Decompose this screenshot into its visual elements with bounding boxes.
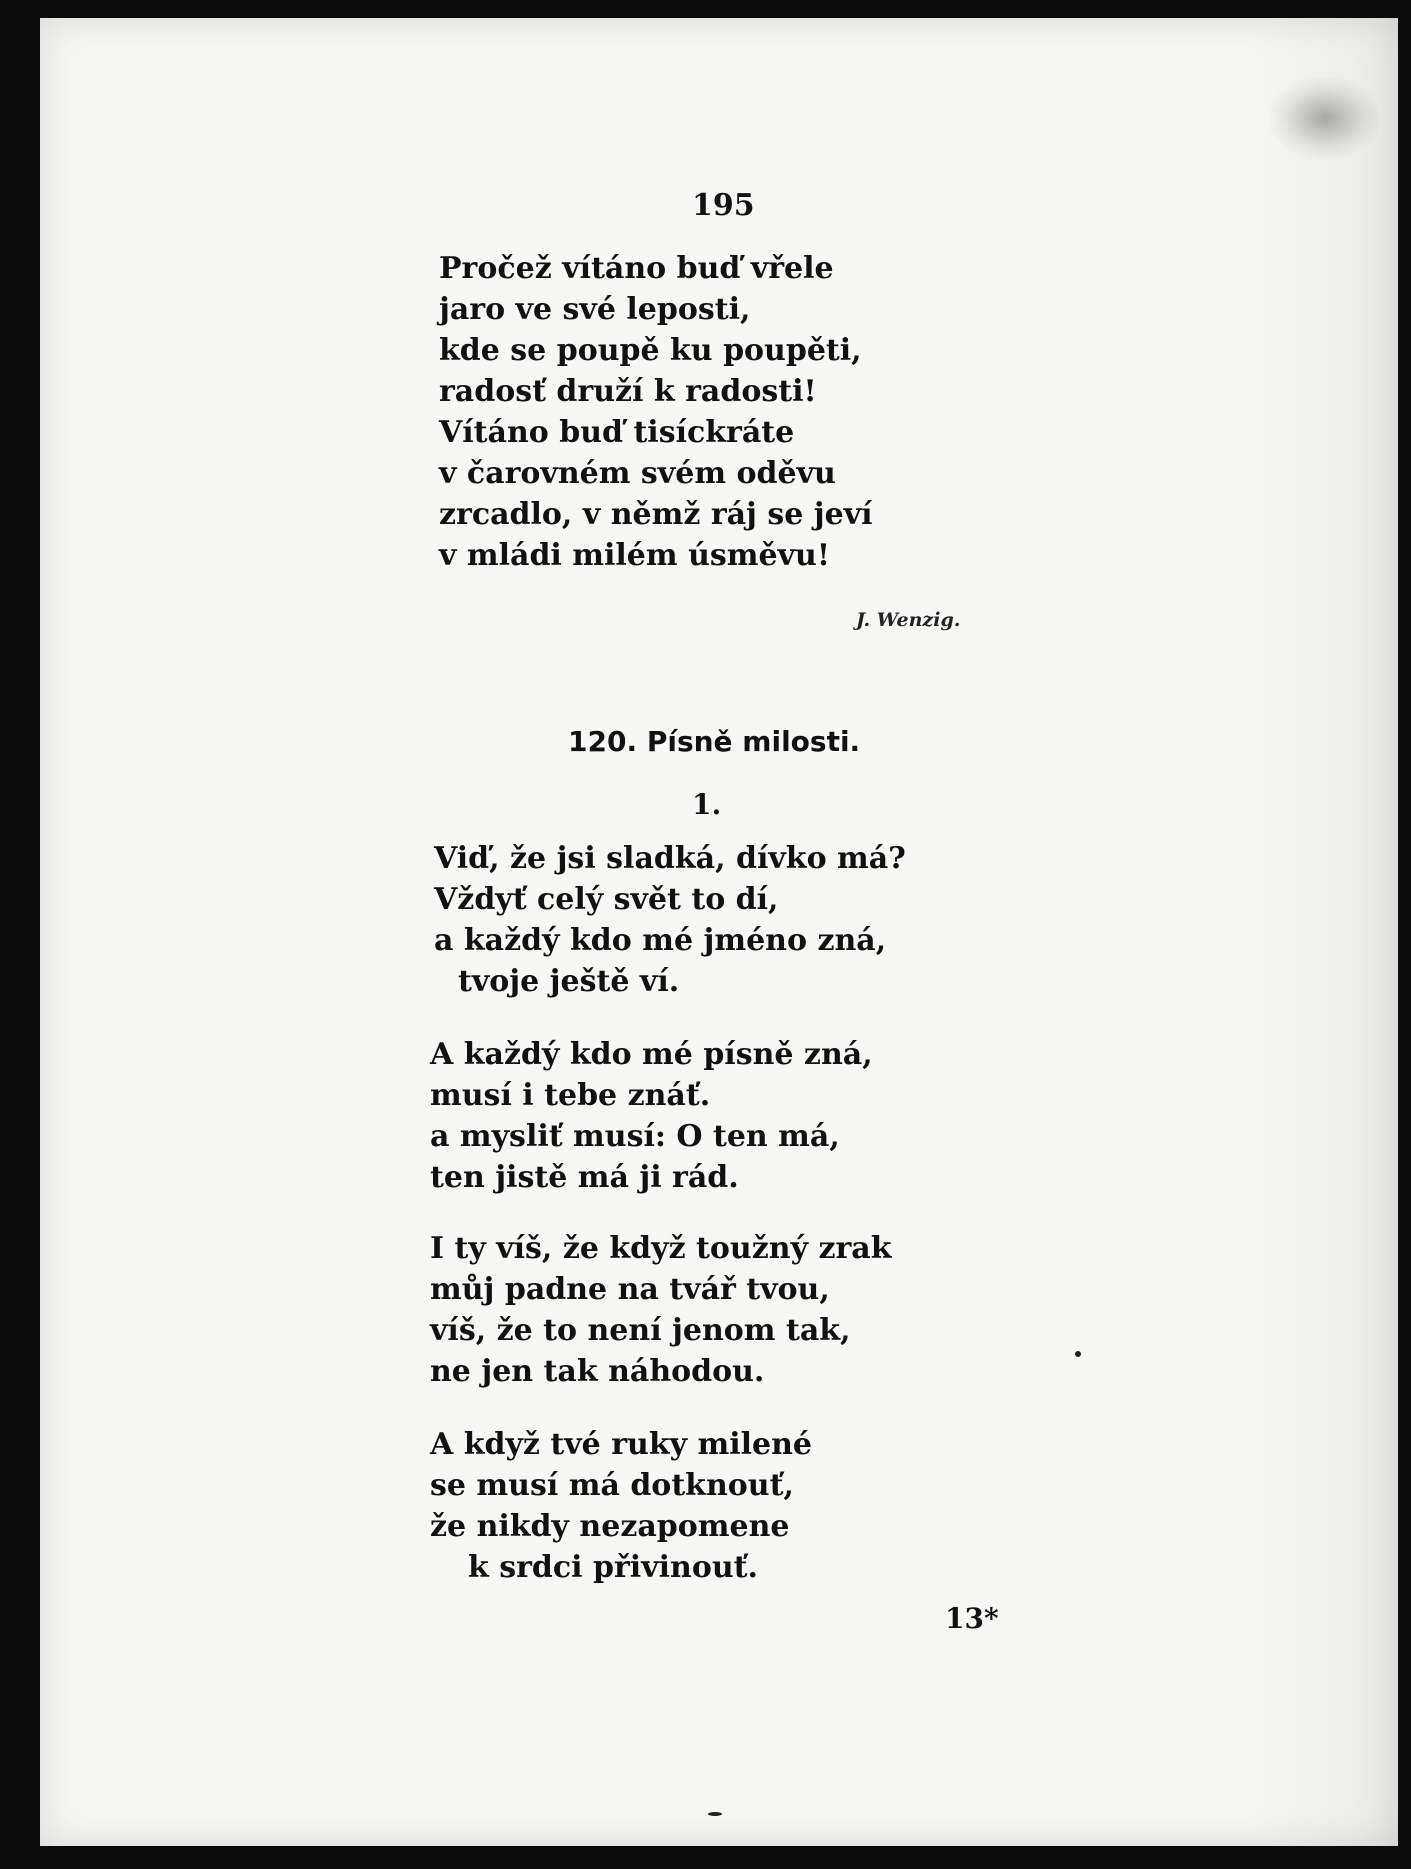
verse-line: víš, že to není jenom tak, bbox=[430, 1313, 851, 1348]
verse-line: A každý kdo mé písně zná, bbox=[430, 1037, 873, 1072]
verse-line: zrcadlo, v němž ráj se jeví bbox=[439, 497, 873, 532]
verse-line: se musí má dotknouť, bbox=[430, 1468, 794, 1503]
author-attribution: J. Wenzig. bbox=[856, 609, 961, 631]
verse-line: ten jistě má ji rád. bbox=[430, 1160, 739, 1195]
poem-stanza-3 bbox=[430, 1228, 892, 1392]
verse-line: Viď, že jsi sladká, dívko má? bbox=[434, 841, 906, 876]
verse-line: musí i tebe znáť. bbox=[430, 1078, 711, 1113]
verse-line: v čarovném svém oděvu bbox=[439, 456, 836, 491]
paper-page bbox=[40, 18, 1398, 1846]
page-edge-shadow bbox=[1248, 18, 1398, 1846]
verse-line: a mysliť musí: O ten má, bbox=[430, 1119, 840, 1154]
verse-line: jaro ve své leposti, bbox=[439, 292, 751, 327]
verse-line: v mládi milém úsměvu! bbox=[439, 538, 831, 573]
verse-line: Vítáno buď tisíckráte bbox=[439, 415, 795, 450]
ink-smudge bbox=[1270, 78, 1380, 158]
verse-line: Vždyť celý svět to dí, bbox=[434, 882, 779, 917]
verse-line: že nikdy nezapomene bbox=[430, 1509, 790, 1544]
verse-line: Pročež vítáno buď vřele bbox=[439, 251, 834, 286]
verse-line: A když tvé ruky milené bbox=[430, 1427, 813, 1462]
verse-line: můj padne na tvář tvou, bbox=[430, 1272, 830, 1307]
previous-poem-stanza bbox=[439, 248, 873, 576]
poem-stanza-4 bbox=[430, 1424, 812, 1588]
poem-stanza-2 bbox=[430, 1034, 873, 1198]
verse-line: I ty víš, že když toužný zrak bbox=[430, 1231, 892, 1266]
printer-signature-mark: 13* bbox=[945, 1602, 999, 1635]
verse-line: a každý kdo mé jméno zná, bbox=[434, 923, 887, 958]
verse-line: tvoje ještě ví. bbox=[458, 964, 680, 999]
verse-line: ne jen tak náhodou. bbox=[430, 1354, 765, 1389]
ink-speck bbox=[708, 1812, 722, 1816]
verse-line: radosť druží k radosti! bbox=[439, 374, 817, 409]
poem-title: 120. Písně milosti. bbox=[568, 725, 861, 758]
verse-line: k srdci přivinouť. bbox=[468, 1550, 758, 1585]
page-number: 195 bbox=[692, 188, 755, 223]
poem-part-number: 1. bbox=[692, 788, 722, 821]
verse-line: kde se poupě ku poupěti, bbox=[439, 333, 862, 368]
poem-stanza-1 bbox=[434, 838, 906, 1002]
ink-speck bbox=[1075, 1351, 1081, 1357]
